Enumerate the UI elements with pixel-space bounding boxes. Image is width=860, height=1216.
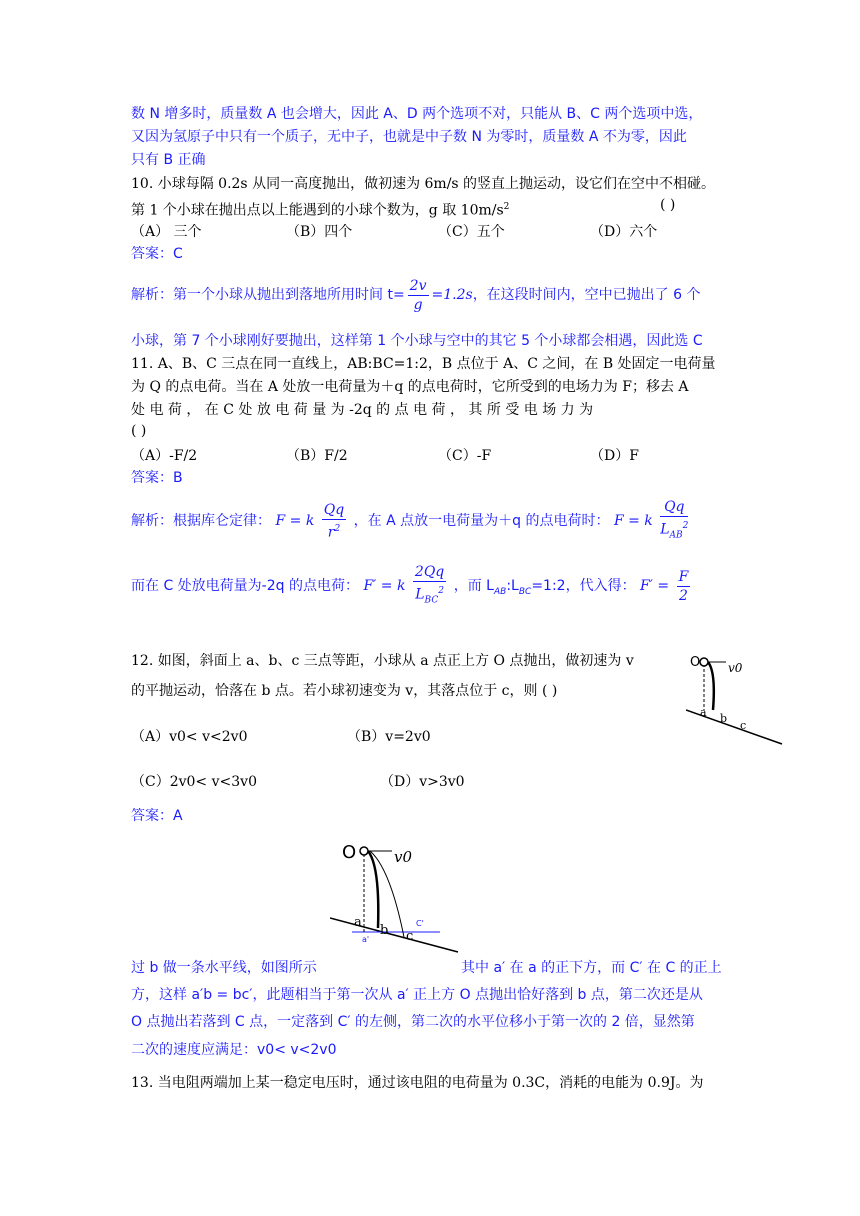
q11-F: F	[275, 513, 286, 530]
q10-explanation-1	[131, 276, 701, 314]
q11-frac-3	[413, 563, 446, 609]
q11-frac-1	[322, 501, 346, 542]
label-c-prime: C'	[416, 919, 424, 928]
q12-exp-line-1a: 过 b 做一条水平线，如图所示	[131, 960, 317, 976]
q11-exp1-mid: ，在 A 点放一电荷量为＋q 的点电荷时：	[353, 513, 610, 530]
q12-line-1: 12. 如图，斜面上 a、b、c 三点等距，小球从 a 点正上方 O 点抛出，做初速为 v	[131, 653, 634, 669]
q11-frac-1-num: Qq	[323, 501, 345, 518]
intro-line-3: 只有 B 正确	[131, 152, 206, 168]
q12-exp-line-3: O 点抛出若落到 C 点，一定落到 C′ 的左侧，第二次的水平位移小于第一次的 2 倍，显然第	[131, 1014, 695, 1030]
q11-L-sup: 2	[682, 521, 689, 531]
q11-k-3: k	[396, 578, 406, 595]
q10-choice-b: （B）四个	[286, 224, 353, 240]
label-a-2: a	[354, 915, 362, 930]
q12-choice-d: （D）v>3v0	[380, 774, 465, 790]
q11-r: r	[327, 524, 335, 541]
q11-frac-4	[677, 568, 691, 605]
q12-exp-line-1b: 其中 a′ 在 a 的正下方，而 C′ 在 C 的正上	[461, 960, 722, 976]
q11-frac-4-den: 2	[678, 587, 688, 604]
q10-line-1: 10. 小球每隔 0.2s 从同一高度抛出，做初速为 6m/s 的竖直上抛运动，设它们在空中不相碰。	[131, 176, 716, 192]
q11-L-sub: AB	[669, 530, 683, 541]
ball-o	[700, 658, 708, 666]
label-v0-2: v0	[394, 848, 413, 866]
q11-L: L	[660, 521, 670, 538]
trajectory-path	[708, 662, 714, 710]
q12-explanation-figure	[330, 838, 460, 956]
q11-explanation-1: 解析：根据库仑定律： F = k $\frac{Qq}{r^2}$ ，在 A 点放一电荷量为＋q 的点电荷时： F = k $\frac{Qq}{L_{AB}^2}$	[131, 498, 691, 544]
ball-o-2	[360, 847, 368, 855]
q11-line-3: 处 电 荷 ， 在 C 处 放 电 荷 量 为 -2q 的 点 电 荷 ， 其 所 受 电 场 力 为	[131, 402, 594, 418]
q10-frac-den: g	[413, 296, 423, 313]
label-a: a	[700, 706, 707, 719]
q11-line-1: 11. A、B、C 三点在同一直线上，AB:BC=1:2，B 点位于 A、C 之间，在 B 处固定一电荷量	[131, 356, 716, 372]
q11-choice-a: （A）-F/2	[131, 448, 198, 464]
label-a-prime: a'	[362, 935, 370, 944]
q12-line-2: 的平抛运动，恰落在 b 点。若小球初速变为 v，其落点位于 c，则 ( )	[131, 683, 558, 699]
q10-line-2-text: 第 1 个小球在抛出点以上能遇到的小球个数为，g 取 10m/s	[131, 202, 504, 219]
q11-frac-3-num: 2Qq	[414, 564, 445, 580]
label-o: O	[690, 655, 701, 670]
q12-exp-line-2: 方，这样 a′b = bc′，此题相当于第一次从 a′ 正上方 O 点抛出恰好落到 b 点，第二次还是从	[131, 987, 703, 1003]
intro-line-1: 数 N 增多时，质量数 A 也会增大，因此 A、D 两个选项不对，只能从 B、C 两个选项中选，	[131, 106, 703, 122]
q11-exp2-mid: ，而 L	[453, 578, 494, 595]
q11-F-2: F	[613, 513, 624, 530]
q10-sup: 2	[503, 202, 510, 212]
q11-r-sup: 2	[334, 523, 341, 534]
q11-answer: 答案：B	[131, 470, 183, 486]
q11-choice-c: （C）-F	[438, 448, 492, 464]
q11-frac-1-den	[322, 520, 346, 542]
label-c: c	[740, 719, 747, 732]
q12-choice-c: （C）2v0< v<3v0	[131, 774, 257, 790]
q10-choice-a: （A） 三个	[131, 224, 202, 240]
q10-choice-d: （D）六个	[590, 224, 658, 240]
trajectory-path-2	[368, 851, 378, 928]
q11-choice-d: （D）F	[590, 448, 639, 464]
label-o-2: O	[342, 842, 357, 863]
q11-line-4: ( )	[131, 423, 147, 439]
q11-exp2-ratio: =1:2，代入得：	[531, 578, 636, 595]
q11-k-2: k	[644, 513, 653, 530]
q11-Fp-2: F′	[640, 578, 653, 595]
q11-frac-3-den	[413, 582, 446, 609]
q10-answer: 答案：C	[131, 246, 183, 262]
label-b: b	[720, 712, 728, 725]
q12-answer: 答案：A	[131, 808, 183, 824]
intro-line-2: 又因为氢原子中只有一个质子，无中子，也就是中子数 N 为零时，质量数 A 不为零，因此	[131, 129, 687, 145]
q11-exp1-prefix: 解析：根据库仑定律：	[131, 513, 271, 530]
q11-frac-2-den	[660, 517, 688, 544]
q11-exp2-prefix: 而在 C 处放电荷量为-2q 的点电荷：	[131, 578, 359, 595]
label-b-2: b	[380, 923, 389, 938]
q11-k: k	[305, 513, 315, 530]
q11-frac-4-num: F	[678, 568, 689, 585]
q11-explanation-2: 而在 C 处放电荷量为-2q 的点电荷： F′ = k $\frac{2Qq}{L_{BC}^2}$ ，而 $L_{AB}:L_{BC}=1:2$，代入得： F′ = $\frac{F}{2}$	[131, 563, 693, 612]
q12-exp-line-4: 二次的速度应满足：v0< v<2v0	[131, 1042, 337, 1058]
incline-line-2	[330, 918, 458, 952]
q10-exp-suffix: ，在这段时间内，空中已抛出了 6 个	[472, 287, 701, 303]
q11-ratio-sub-ab: AB	[493, 587, 507, 598]
q10-fraction	[408, 277, 429, 314]
q11-L2-sub: BC	[424, 595, 439, 606]
q11-L-2: L	[415, 586, 425, 603]
q11-ratio-sub-bc: BC	[518, 587, 532, 598]
q11-L2-sup: 2	[438, 586, 444, 596]
q11-line-2: 为 Q 的点电荷。当在 A 处放一电荷量为＋q 的点电荷时，它所受到的电场力为 F；移去 A	[131, 379, 689, 395]
q10-line-2	[131, 197, 509, 221]
q11-Fp: F′	[363, 578, 377, 595]
q12-figure	[686, 650, 786, 750]
q10-choice-c: （C）五个	[438, 224, 505, 240]
q12-choice-a: （A）v0< v<2v0	[131, 729, 248, 745]
q10-frac-num: 2v	[409, 277, 427, 294]
q11-choice-b: （B）F/2	[286, 448, 348, 464]
q12-choice-b: （B）v=2v0	[347, 729, 431, 745]
q10-exp-eq: =1.2s	[431, 287, 473, 303]
q10-exp-prefix: 解析：第一个小球从抛出到落地所用时间 t=	[131, 287, 405, 303]
label-v0: v0	[728, 661, 743, 675]
q11-frac-2-num: Qq	[660, 498, 688, 517]
label-c-2: c	[406, 929, 414, 944]
q10-bracket: ( )	[660, 197, 676, 213]
q10-explanation-2: 小球，第 7 个小球刚好要抛出，这样第 1 个小球与空中的其它 5 个小球都会相遇，因此选 C	[131, 333, 703, 349]
q13-line-1: 13. 当电阻两端加上某一稳定电压时，通过该电阻的电荷量为 0.3C，消耗的电能为 0.9J。为	[131, 1075, 704, 1091]
q11-frac-2	[660, 498, 688, 544]
